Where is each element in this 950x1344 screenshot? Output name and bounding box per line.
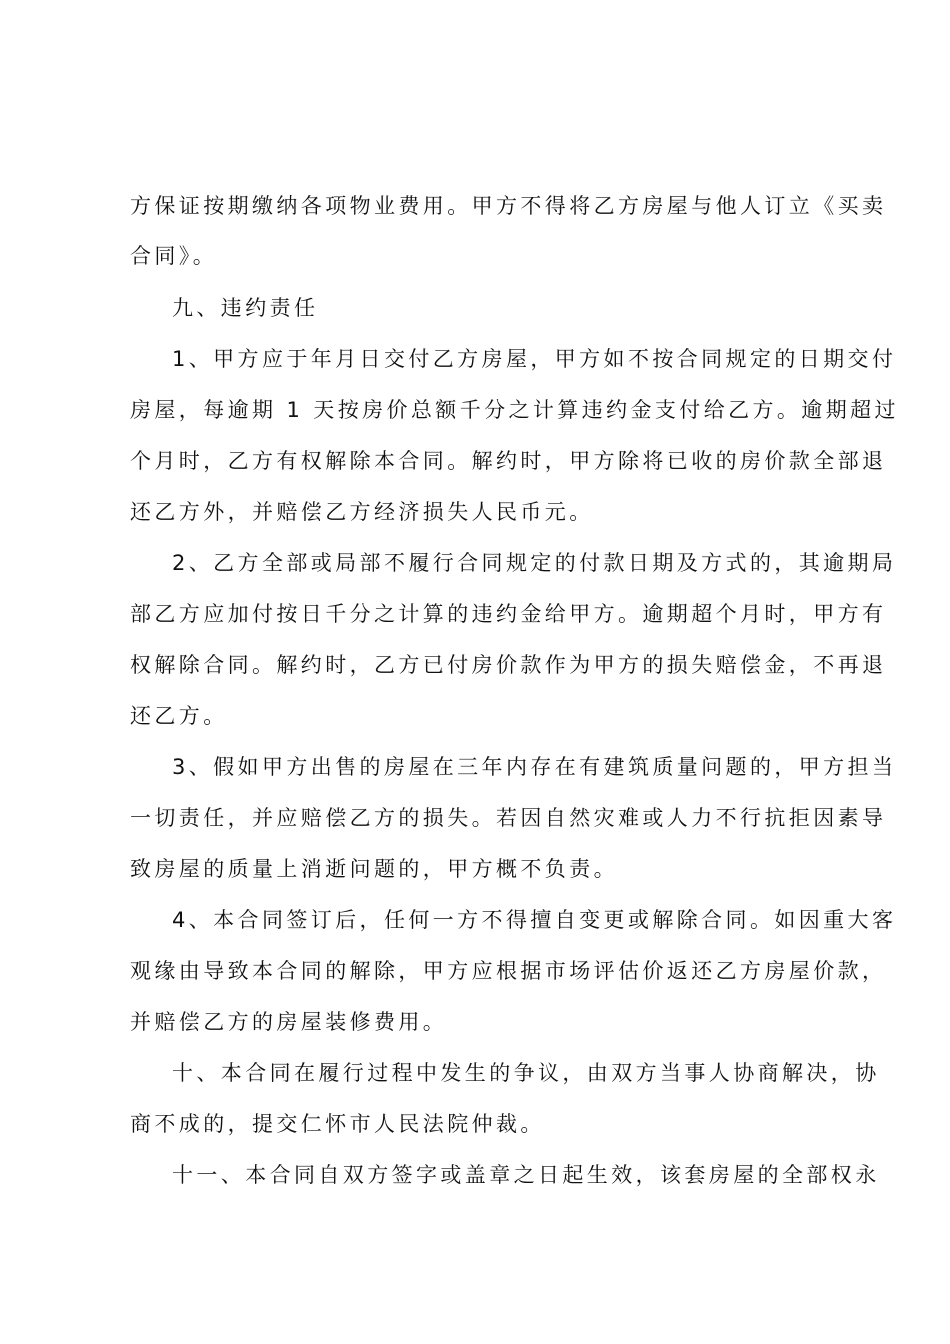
text-line: 2、乙方全部或局部不履行合同规定的付款日期及方式的，其逾期局 xyxy=(172,551,897,575)
text-line: 十、本合同在履行过程中发生的争议，由双方当事人协商解决，协 xyxy=(172,1061,880,1085)
text-line: 方保证按期缴纳各项物业费用。甲方不得将乙方房屋与他人订立《买卖 xyxy=(130,194,887,218)
text-line: 房屋，每逾期 1 天按房价总额千分之计算违约金支付给乙方。逾期超过 xyxy=(130,398,899,422)
text-line: 商不成的，提交仁怀市人民法院仲裁。 xyxy=(130,1112,545,1136)
text-line: 1、甲方应于年月日交付乙方房屋，甲方如不按合同规定的日期交付 xyxy=(172,347,897,371)
text-line: 4、本合同签订后，任何一方不得擅自变更或解除合同。如因重大客 xyxy=(172,908,897,932)
text-line: 部乙方应加付按日千分之计算的违约金给甲方。逾期超个月时，甲方有 xyxy=(130,602,887,626)
text-line: 一切责任，并应赔偿乙方的损失。若因自然灾难或人力不行抗拒因素导 xyxy=(130,806,887,830)
text-line: 权解除合同。解约时，乙方已付房价款作为甲方的损失赔偿金，不再退 xyxy=(130,653,887,677)
text-line: 十一、本合同自双方签字或盖章之日起生效，该套房屋的全部权永 xyxy=(172,1163,880,1187)
text-line: 致房屋的质量上消逝问题的，甲方概不负责。 xyxy=(130,857,618,881)
text-line: 还乙方。 xyxy=(130,704,228,728)
text-line: 合同》。 xyxy=(130,244,218,268)
text-line: 个月时，乙方有权解除本合同。解约时，甲方除将已收的房价款全部退 xyxy=(130,449,887,473)
text-line: 观缘由导致本合同的解除，甲方应根据市场评估价返还乙方房屋价款， xyxy=(130,959,887,983)
text-line: 并赔偿乙方的房屋装修费用。 xyxy=(130,1010,448,1034)
text-line: 3、假如甲方出售的房屋在三年内存在有建筑质量问题的，甲方担当 xyxy=(172,755,897,779)
section-heading: 九、违约责任 xyxy=(172,296,319,320)
text-line: 还乙方外，并赔偿乙方经济损失人民币元。 xyxy=(130,500,594,524)
